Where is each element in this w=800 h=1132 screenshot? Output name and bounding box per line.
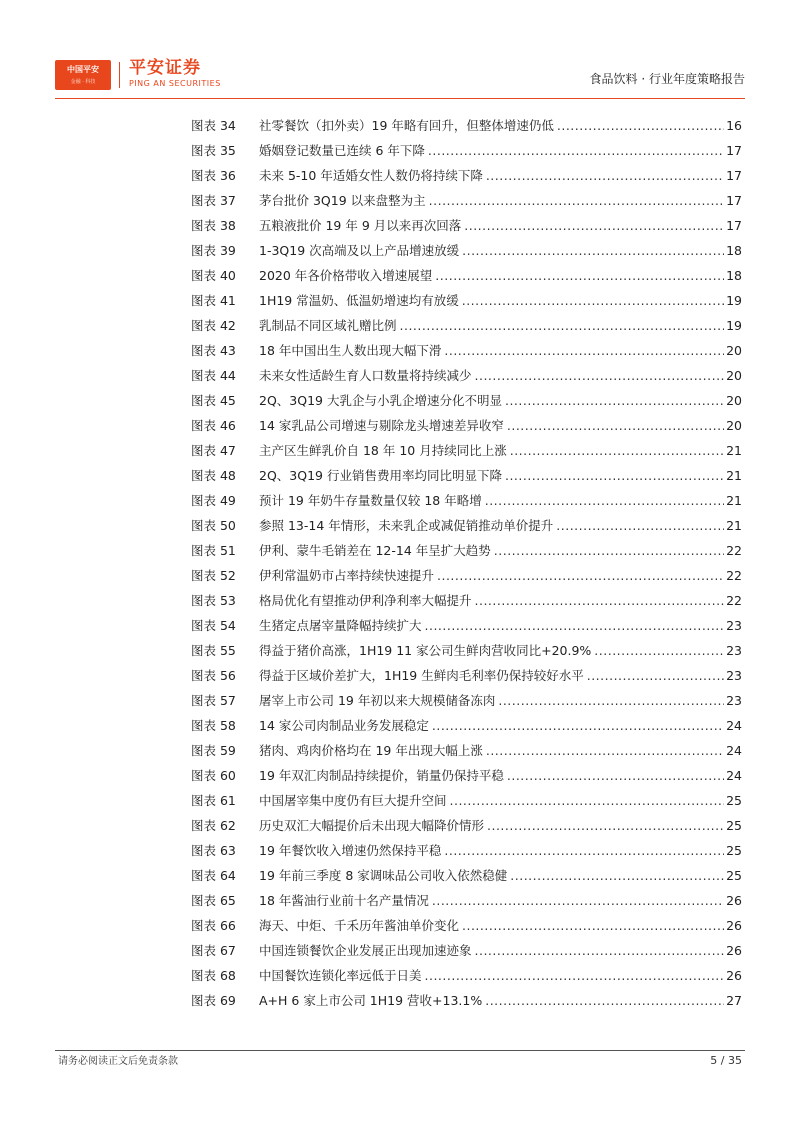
toc-entry[interactable] bbox=[191, 163, 742, 188]
brand-name: 平安证券 bbox=[129, 58, 201, 78]
toc-entry-page: 22 bbox=[726, 593, 742, 608]
toc-entry[interactable] bbox=[191, 813, 742, 838]
toc-entry[interactable] bbox=[191, 188, 742, 213]
toc-dot-leader bbox=[429, 188, 724, 213]
toc-entry-page: 19 bbox=[726, 318, 742, 333]
toc-entry-label: 图表 68 bbox=[191, 968, 236, 983]
toc-entry-label: 图表 66 bbox=[191, 918, 236, 933]
header-divider bbox=[55, 98, 745, 99]
toc-dot-leader bbox=[507, 763, 724, 788]
toc-entry-page: 21 bbox=[726, 518, 742, 533]
toc-entry-title: 伊利、蒙牛毛销差在 12-14 年呈扩大趋势 bbox=[259, 543, 491, 558]
toc-entry-page: 17 bbox=[726, 193, 742, 208]
toc-entry-label: 图表 62 bbox=[191, 818, 236, 833]
logo-box-text: 中国平安 bbox=[67, 65, 99, 74]
toc-entry-page: 19 bbox=[726, 293, 742, 308]
toc-entry[interactable] bbox=[191, 363, 742, 388]
toc-entry-title: 18 年中国出生人数出现大幅下滑 bbox=[259, 343, 442, 358]
toc-entry-title: 伊利常温奶市占率持续快速提升 bbox=[259, 568, 435, 583]
toc-entry-title: 未来女性适龄生育人口数量将持续减少 bbox=[259, 368, 472, 383]
toc-entry[interactable] bbox=[191, 863, 742, 888]
toc-dot-leader bbox=[462, 913, 724, 938]
toc-entry-title: 19 年餐饮收入增速仍然保持平稳 bbox=[259, 843, 442, 858]
toc-entry-label: 图表 61 bbox=[191, 793, 236, 808]
toc-entry-title: 屠宰上市公司 19 年初以来大规模储备冻肉 bbox=[259, 693, 496, 708]
toc-entry[interactable] bbox=[191, 288, 742, 313]
toc-entry-title: 中国屠宰集中度仍有巨大提升空间 bbox=[259, 793, 447, 808]
toc-entry[interactable] bbox=[191, 588, 742, 613]
toc-dot-leader bbox=[486, 738, 724, 763]
toc-entry-label: 图表 42 bbox=[191, 318, 236, 333]
toc-entry[interactable] bbox=[191, 888, 742, 913]
toc-entry[interactable] bbox=[191, 938, 742, 963]
toc-entry-label: 图表 34 bbox=[191, 118, 236, 133]
toc-entry[interactable] bbox=[191, 413, 742, 438]
toc-dot-leader bbox=[507, 413, 724, 438]
toc-dot-leader bbox=[486, 163, 724, 188]
toc-entry-page: 25 bbox=[726, 818, 742, 833]
toc-entry[interactable] bbox=[191, 513, 742, 538]
toc-entry-page: 17 bbox=[726, 143, 742, 158]
toc-entry[interactable] bbox=[191, 263, 742, 288]
toc-entry-title: 1H19 常温奶、低温奶增速均有放缓 bbox=[259, 293, 459, 308]
toc-dot-leader bbox=[425, 613, 725, 638]
toc-dot-leader bbox=[587, 663, 724, 688]
toc-entry-label: 图表 48 bbox=[191, 468, 236, 483]
toc-dot-leader bbox=[450, 788, 725, 813]
toc-entry-label: 图表 50 bbox=[191, 518, 236, 533]
toc-entry-label: 图表 43 bbox=[191, 343, 236, 358]
toc-entry-page: 24 bbox=[726, 718, 742, 733]
toc-dot-leader bbox=[444, 838, 724, 863]
toc-entry-page: 22 bbox=[726, 568, 742, 583]
toc-entry[interactable] bbox=[191, 538, 742, 563]
toc-dot-leader bbox=[428, 138, 724, 163]
toc-entry[interactable] bbox=[191, 988, 742, 1013]
toc-entry-title: 生猪定点屠宰量降幅持续扩大 bbox=[259, 618, 422, 633]
toc-entry[interactable] bbox=[191, 963, 742, 988]
toc-entry-label: 图表 47 bbox=[191, 443, 236, 458]
toc-entry-label: 图表 55 bbox=[191, 643, 236, 658]
toc-entry-page: 23 bbox=[726, 693, 742, 708]
toc-entry-label: 图表 36 bbox=[191, 168, 236, 183]
toc-entry-title: 2Q、3Q19 行业销售费用率均同比明显下降 bbox=[259, 468, 502, 483]
toc-dot-leader bbox=[435, 263, 724, 288]
toc-dot-leader bbox=[485, 988, 724, 1013]
toc-dot-leader bbox=[444, 338, 724, 363]
toc-dot-leader bbox=[475, 588, 725, 613]
toc-dot-leader bbox=[475, 938, 725, 963]
toc-entry-title: 格局优化有望推动伊利净利率大幅提升 bbox=[259, 593, 472, 608]
toc-entry-title: 主产区生鲜乳价自 18 年 10 月持续同比上涨 bbox=[259, 443, 507, 458]
toc-entry[interactable] bbox=[191, 313, 742, 338]
toc-dot-leader bbox=[464, 213, 724, 238]
toc-entry-page: 17 bbox=[726, 168, 742, 183]
toc-entry-page: 21 bbox=[726, 468, 742, 483]
page-header bbox=[55, 58, 745, 98]
toc-entry-page: 27 bbox=[726, 993, 742, 1008]
toc-entry-page: 25 bbox=[726, 868, 742, 883]
toc-entry-page: 23 bbox=[726, 668, 742, 683]
brand-subtitle: PING AN SECURITIES bbox=[129, 79, 221, 88]
toc-entry[interactable] bbox=[191, 713, 742, 738]
toc-entry[interactable] bbox=[191, 913, 742, 938]
toc-dot-leader bbox=[425, 963, 725, 988]
toc-dot-leader bbox=[462, 238, 724, 263]
toc-entry-label: 图表 40 bbox=[191, 268, 236, 283]
toc-entry-label: 图表 45 bbox=[191, 393, 236, 408]
figure-list bbox=[191, 113, 742, 1013]
toc-entry-title: 2020 年各价格带收入增速展望 bbox=[259, 268, 433, 283]
toc-entry-page: 20 bbox=[726, 343, 742, 358]
toc-entry-label: 图表 59 bbox=[191, 743, 236, 758]
toc-entry-title: 18 年酱油行业前十名产量情况 bbox=[259, 893, 429, 908]
toc-entry[interactable] bbox=[191, 638, 742, 663]
toc-entry-page: 20 bbox=[726, 393, 742, 408]
toc-entry-label: 图表 67 bbox=[191, 943, 236, 958]
toc-entry[interactable] bbox=[191, 338, 742, 363]
toc-entry-title: 婚姻登记数量已连续 6 年下降 bbox=[259, 143, 425, 158]
toc-entry[interactable] bbox=[191, 688, 742, 713]
toc-entry-label: 图表 35 bbox=[191, 143, 236, 158]
toc-entry-label: 图表 58 bbox=[191, 718, 236, 733]
toc-dot-leader bbox=[462, 288, 724, 313]
toc-entry[interactable] bbox=[191, 488, 742, 513]
toc-entry[interactable] bbox=[191, 738, 742, 763]
toc-entry[interactable] bbox=[191, 663, 742, 688]
toc-entry-title: 14 家公司肉制品业务发展稳定 bbox=[259, 718, 429, 733]
toc-dot-leader bbox=[487, 813, 724, 838]
toc-entry-title: 茅台批价 3Q19 以来盘整为主 bbox=[259, 193, 426, 208]
toc-dot-leader bbox=[594, 638, 724, 663]
toc-entry-title: 海天、中炬、千禾历年酱油单价变化 bbox=[259, 918, 460, 933]
toc-entry-title: 14 家乳品公司增速与剔除龙头增速差异收窄 bbox=[259, 418, 504, 433]
report-title: 食品饮料 · 行业年度策略报告 bbox=[589, 72, 745, 86]
toc-entry-page: 26 bbox=[726, 968, 742, 983]
toc-entry-label: 图表 44 bbox=[191, 368, 236, 383]
toc-entry-page: 23 bbox=[726, 618, 742, 633]
toc-entry-title: 五粮液批价 19 年 9 月以来再次回落 bbox=[259, 218, 462, 233]
toc-entry[interactable] bbox=[191, 138, 742, 163]
footer-divider bbox=[55, 1050, 745, 1051]
toc-entry-page: 18 bbox=[726, 243, 742, 258]
toc-dot-leader bbox=[400, 313, 725, 338]
toc-entry[interactable] bbox=[191, 238, 742, 263]
toc-entry-title: 得益于区域价差扩大，1H19 生鲜肉毛利率仍保持较好水平 bbox=[259, 668, 584, 683]
toc-entry-label: 图表 65 bbox=[191, 893, 236, 908]
toc-dot-leader bbox=[556, 513, 724, 538]
toc-entry-title: 参照 13-14 年情形，未来乳企或减促销推动单价提升 bbox=[259, 518, 554, 533]
toc-dot-leader bbox=[510, 438, 724, 463]
toc-entry-label: 图表 51 bbox=[191, 543, 236, 558]
toc-entry-page: 21 bbox=[726, 443, 742, 458]
toc-dot-leader bbox=[510, 863, 724, 888]
toc-entry-title: 乳制品不同区域礼赠比例 bbox=[259, 318, 397, 333]
toc-entry-title: 社零餐饮（扣外卖）19 年略有回升，但整体增速仍低 bbox=[259, 118, 554, 133]
toc-dot-leader bbox=[494, 538, 724, 563]
toc-entry[interactable] bbox=[191, 463, 742, 488]
toc-entry-page: 23 bbox=[726, 643, 742, 658]
toc-dot-leader bbox=[432, 888, 724, 913]
toc-dot-leader bbox=[432, 713, 724, 738]
toc-entry-title: 猪肉、鸡肉价格均在 19 年出现大幅上涨 bbox=[259, 743, 483, 758]
toc-entry[interactable] bbox=[191, 438, 742, 463]
toc-entry-page: 18 bbox=[726, 268, 742, 283]
toc-entry-title: 中国连锁餐饮企业发展正出现加速迹象 bbox=[259, 943, 472, 958]
toc-entry-page: 17 bbox=[726, 218, 742, 233]
toc-entry[interactable] bbox=[191, 113, 742, 138]
toc-entry[interactable] bbox=[191, 388, 742, 413]
toc-entry[interactable] bbox=[191, 763, 742, 788]
toc-entry-label: 图表 49 bbox=[191, 493, 236, 508]
ping-an-logo bbox=[55, 60, 111, 90]
toc-dot-leader bbox=[437, 563, 724, 588]
toc-entry-label: 图表 64 bbox=[191, 868, 236, 883]
toc-entry-label: 图表 56 bbox=[191, 668, 236, 683]
toc-entry-title: 未来 5-10 年适婚女性人数仍将持续下降 bbox=[259, 168, 483, 183]
toc-entry-title: A+H 6 家上市公司 1H19 营收+13.1% bbox=[259, 993, 483, 1008]
toc-dot-leader bbox=[475, 363, 725, 388]
toc-entry[interactable] bbox=[191, 788, 742, 813]
toc-entry-label: 图表 38 bbox=[191, 218, 236, 233]
toc-entry-title: 历史双汇大幅提价后未出现大幅降价情形 bbox=[259, 818, 485, 833]
toc-entry-label: 图表 69 bbox=[191, 993, 236, 1008]
toc-entry-label: 图表 39 bbox=[191, 243, 236, 258]
toc-entry[interactable] bbox=[191, 213, 742, 238]
toc-dot-leader bbox=[557, 113, 724, 138]
toc-entry-page: 26 bbox=[726, 943, 742, 958]
toc-entry-page: 25 bbox=[726, 843, 742, 858]
toc-entry-page: 26 bbox=[726, 918, 742, 933]
logo-divider bbox=[119, 62, 120, 88]
toc-entry-label: 图表 52 bbox=[191, 568, 236, 583]
toc-entry[interactable] bbox=[191, 613, 742, 638]
toc-dot-leader bbox=[505, 463, 724, 488]
toc-entry-label: 图表 41 bbox=[191, 293, 236, 308]
toc-entry-label: 图表 46 bbox=[191, 418, 236, 433]
toc-entry[interactable] bbox=[191, 838, 742, 863]
toc-entry-title: 得益于猪价高涨，1H19 11 家公司生鲜肉营收同比+20.9% bbox=[259, 643, 592, 658]
toc-entry-label: 图表 57 bbox=[191, 693, 236, 708]
toc-entry-page: 21 bbox=[726, 493, 742, 508]
page-number: 5 / 35 bbox=[710, 1054, 742, 1067]
logo-box-subtext: 金融 · 科技 bbox=[70, 79, 96, 85]
toc-entry-label: 图表 37 bbox=[191, 193, 236, 208]
toc-dot-leader bbox=[498, 688, 724, 713]
toc-entry-page: 24 bbox=[726, 768, 742, 783]
toc-entry-page: 20 bbox=[726, 368, 742, 383]
toc-entry-title: 1-3Q19 次高端及以上产品增速放缓 bbox=[259, 243, 460, 258]
toc-entry-label: 图表 60 bbox=[191, 768, 236, 783]
toc-entry-title: 中国餐饮连锁化率远低于日美 bbox=[259, 968, 422, 983]
toc-entry-page: 26 bbox=[726, 893, 742, 908]
toc-entry-title: 19 年前三季度 8 家调味品公司收入依然稳健 bbox=[259, 868, 508, 883]
toc-entry-page: 20 bbox=[726, 418, 742, 433]
toc-entry-title: 19 年双汇肉制品持续提价，销量仍保持平稳 bbox=[259, 768, 504, 783]
footer-disclaimer: 请务必阅读正文后免责条款 bbox=[58, 1056, 178, 1067]
toc-entry-label: 图表 54 bbox=[191, 618, 236, 633]
toc-entry-title: 预计 19 年奶牛存量数量仅较 18 年略增 bbox=[259, 493, 482, 508]
toc-entry-page: 22 bbox=[726, 543, 742, 558]
toc-entry-page: 24 bbox=[726, 743, 742, 758]
toc-entry-page: 25 bbox=[726, 793, 742, 808]
toc-dot-leader bbox=[485, 488, 724, 513]
toc-entry-label: 图表 63 bbox=[191, 843, 236, 858]
toc-entry-page: 16 bbox=[726, 118, 742, 133]
toc-entry-label: 图表 53 bbox=[191, 593, 236, 608]
toc-dot-leader bbox=[505, 388, 724, 413]
toc-entry[interactable] bbox=[191, 563, 742, 588]
toc-entry-title: 2Q、3Q19 大乳企与小乳企增速分化不明显 bbox=[259, 393, 502, 408]
